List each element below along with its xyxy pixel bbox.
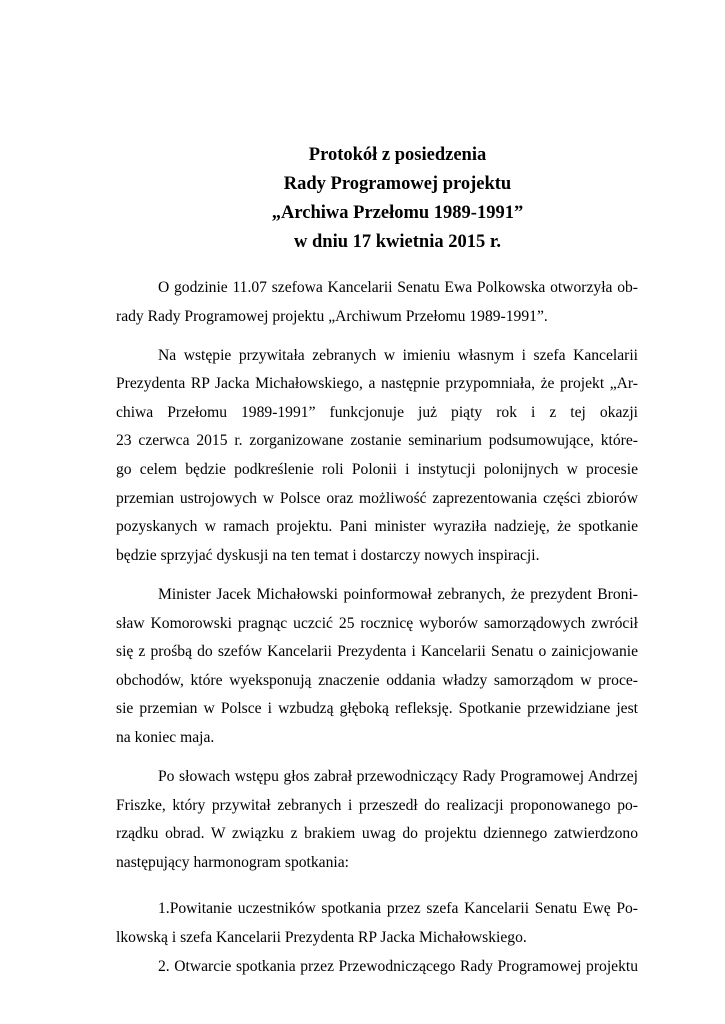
text-line: rządku obrad. W związku z brakiem uwag do projektu dziennego zatwierdzono: [116, 825, 638, 843]
text-line: sie przemian w Polsce i wzbudzą głęboką refleksję. Spotkanie przewidziane jest: [116, 700, 638, 718]
agenda-item-1: [116, 895, 638, 952]
title-line-1: Protokół z posiedzenia: [308, 145, 487, 165]
paragraph-minister: [116, 581, 638, 753]
text-line: O godzinie 11.07 szefowa Kancelarii Senatu Ewa Polkowska otworzyła ob-: [158, 279, 638, 296]
agenda-list: [116, 895, 638, 981]
text-line: przemian ustrojowych w Polsce oraz możliwość zaprezentowania części zbiorów: [116, 489, 638, 507]
agenda-item-2: [116, 953, 638, 982]
text-line: go celem będzie podkreślenie roli Polonii i instytucji polonijnych w procesie: [116, 461, 638, 479]
text-line: obchodów, które wyeksponują znaczenie oddania władzy samorządom w proce-: [116, 671, 638, 689]
title-line-2: Rady Programowej projektu: [283, 174, 512, 194]
paragraph-welcome: [116, 342, 638, 571]
text-line: się z prośbą do szefów Kancelarii Prezydenta i Kancelarii Senatu o zainicjowanie: [116, 643, 638, 661]
text-line: chiwa Przełomu 1989-1991” funkcjonuje już piąty rok i z tej okazji: [116, 403, 638, 421]
text-line: Minister Jacek Michałowski poinformował zebranych, że prezydent Broni-: [158, 585, 638, 603]
text-line: 23 czerwca 2015 r. zorganizowane zostanie seminarium podsumowujące, które-: [116, 432, 638, 450]
text-line: Na wstępie przywitała zebranych w imieniu własnym i szefa Kancelarii: [158, 346, 638, 364]
document-title: [0, 141, 725, 257]
text-line: Friszke, który przywitał zebranych i przeszedł do realizacji proponowanego po-: [116, 796, 638, 814]
document-body: [116, 274, 638, 981]
text-line: na koniec maja.: [116, 728, 215, 746]
text-line: lkowską i szefa Kancelarii Prezydenta RP Jacka Michałowskiego.: [116, 928, 527, 946]
text-line: 2. Otwarcie spotkania przez Przewodniczącego Rady Programowej projektu: [158, 957, 638, 975]
title-line-4: w dniu 17 kwietnia 2015 r.: [294, 232, 501, 252]
text-line: sław Komorowski pragnąc uczcić 25 rocznicę wyborów samorządowych zwrócił: [116, 614, 638, 632]
text-line: Po słowach wstępu głos zabrał przewodniczący Rady Programowej Andrzej: [158, 768, 638, 785]
text-line: pozyskanych w ramach projektu. Pani minister wyraziła nadzieję, że spotkanie: [116, 518, 638, 536]
paragraph-chairman: [116, 763, 638, 877]
paragraph-opening: [116, 274, 638, 331]
text-line: Prezydenta RP Jacka Michałowskiego, a następnie przypomniała, że projekt „Ar-: [116, 375, 638, 393]
title-line-3: „Archiwa Przełomu 1989-1991”: [271, 203, 524, 223]
text-line: następujący harmonogram spotkania:: [116, 853, 349, 871]
text-line: będzie sprzyjać dyskusji na ten temat i dostarczy nowych inspiracji.: [116, 546, 540, 564]
text-line: 1.Powitanie uczestników spotkania przez szefa Kancelarii Senatu Ewę Po-: [158, 900, 638, 918]
text-line: rady Rady Programowej projektu „Archiwum Przełomu 1989-1991”.: [116, 307, 548, 325]
